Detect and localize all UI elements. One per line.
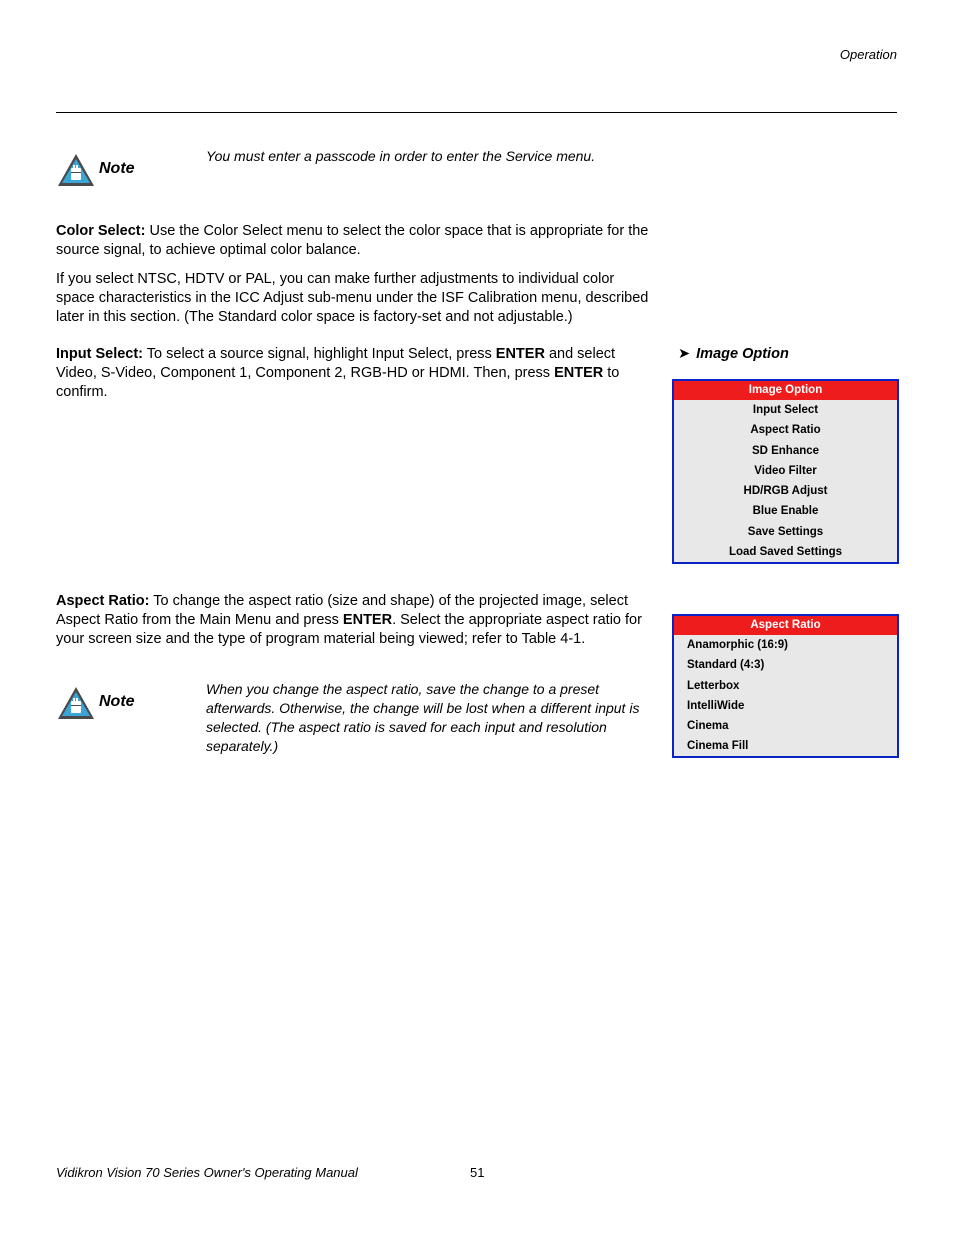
- menu-item[interactable]: Cinema: [687, 720, 729, 733]
- input-select-text: To select a source signal, highlight Input Select, press: [143, 346, 496, 362]
- menu-title: Aspect Ratio: [674, 616, 897, 635]
- enter-key-label: ENTER: [554, 365, 604, 381]
- page-number: 51: [470, 1165, 485, 1180]
- color-space-paragraph: If you select NTSC, HDTV or PAL, you can make further adjustments to individual color space characteristics in the ICC Adjust sub-menu under the ISF Calibration menu, described later in this section. (The Standard color space is factory-set and not adjustable.): [56, 271, 649, 325]
- note-label: Note: [99, 160, 135, 177]
- menu-item[interactable]: SD Enhance: [751, 444, 820, 457]
- menu-item[interactable]: Cinema Fill: [687, 740, 749, 753]
- menu-item[interactable]: HD/RGB Adjust: [743, 485, 828, 498]
- color-select-term: Color Select:: [56, 223, 146, 239]
- image-option-caption: [678, 346, 789, 362]
- color-select-text: Use the Color Select menu to select the color space that is appropriate for the source signal, to achieve optimal color balance.: [56, 223, 649, 258]
- note-text: When you change the aspect ratio, save the change to a preset afterwards. Otherwise, the change will be lost when a different input is selected. (The aspect ratio is saved for each input and resolution separately.): [206, 681, 640, 754]
- menu-item[interactable]: Save Settings: [747, 525, 824, 538]
- enter-key-label: ENTER: [495, 346, 545, 362]
- menu-item[interactable]: IntelliWide: [687, 699, 745, 712]
- note-icon: [57, 153, 95, 187]
- note-text: You must enter a passcode in order to enter the Service menu.: [206, 148, 596, 164]
- input-select-term: Input Select:: [56, 346, 144, 362]
- aspect-ratio-menu: [672, 614, 899, 758]
- aspect-ratio-text: To change the aspect ratio (size and shape) of the projected image, select Aspect Ratio from the Main Menu and press: [56, 593, 628, 628]
- menu-item[interactable]: Aspect Ratio: [750, 424, 821, 437]
- menu-item[interactable]: Letterbox: [687, 679, 740, 692]
- aspect-ratio-paragraph: [56, 592, 656, 649]
- menu-item[interactable]: Blue Enable: [752, 505, 819, 518]
- menu-item[interactable]: Video Filter: [754, 464, 817, 477]
- color-select-paragraph: [56, 222, 656, 260]
- image-option-menu: [672, 379, 899, 564]
- aspect-ratio-text: . Select the appropriate aspect ratio for your screen size and the type of program material being viewed; refer to Table 4-1.: [56, 612, 642, 647]
- header-rule: [56, 112, 897, 113]
- menu-item[interactable]: Standard (4:3): [687, 659, 765, 672]
- menu-item[interactable]: Input Select: [752, 404, 819, 416]
- input-select-paragraph: [56, 345, 656, 402]
- note-icon: [57, 686, 95, 720]
- caption-label: Image Option: [696, 346, 789, 362]
- footer-manual-title: Vidikron Vision 70 Series Owner's Operating Manual: [56, 1165, 358, 1180]
- enter-key-label: ENTER: [342, 612, 393, 628]
- menu-title: Image Option: [674, 381, 897, 400]
- aspect-ratio-term: Aspect Ratio:: [56, 593, 150, 609]
- running-header: Operation: [839, 47, 897, 62]
- input-select-text: and select Video, S-Video, Component 1, Component 2, RGB-HD or HDMI. Then, press: [56, 346, 616, 381]
- note-label: Note: [99, 693, 135, 710]
- menu-item[interactable]: Anamorphic (16:9): [687, 639, 788, 651]
- arrow-icon: ➤: [678, 346, 691, 362]
- input-select-text: to confirm.: [56, 365, 620, 400]
- menu-item[interactable]: Load Saved Settings: [728, 546, 843, 559]
